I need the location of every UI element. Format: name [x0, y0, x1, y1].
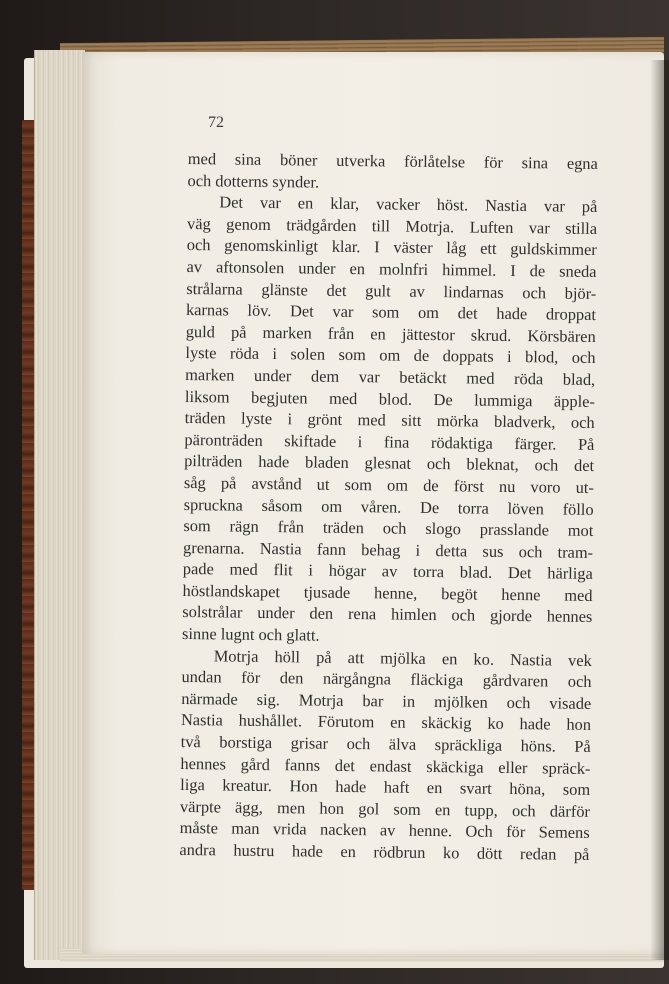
text-line: sinne lugnt och glatt.: [181, 624, 320, 645]
text-line: liga kreatur. Hon hade haft en svart höna, som: [180, 775, 591, 800]
body-text: [179, 148, 598, 866]
text-line: päronträden skiftade i fina rödaktiga färger. På: [184, 429, 595, 454]
text-line: guld på marken från en jättestor skrud. Körsbären: [185, 321, 596, 346]
page-edges: [34, 50, 85, 960]
page-shadow: [650, 60, 669, 960]
text-line: väg genom trädgården till Motrja. Luften var stilla: [186, 213, 598, 238]
text-line: grenarna. Nastia fann behag i detta sus och tram-: [183, 537, 594, 562]
text-line: Det var en klar, vacker höst. Nastia var på: [219, 192, 598, 217]
text-line: Motrja höll på att mjölka en ko. Nastia vek: [213, 646, 592, 670]
text-line: liksom begjuten med blod. De lummiga äpple-: [184, 386, 596, 411]
text-line: marken under dem var betäckt med röda blad,: [185, 364, 596, 389]
text-line: såg på avstånd ut som om de först nu voro ut-: [183, 472, 594, 497]
text-line: pade med flit i högar av torra blad. Det härliga: [182, 559, 593, 584]
text-line: två borstiga grisar och älva spräckliga höns. På: [180, 731, 591, 756]
text-line: som rägn från träden och slogo prasslande mot: [183, 516, 594, 541]
text-line: andra hustru hade en rödbrun ko dött redan på: [179, 839, 590, 864]
text-line: undan för den närgångna fläckiga gårdvaren och: [181, 667, 592, 692]
text-line: Nastia hushållet. Förutom en skäckig ko hade hon: [180, 710, 592, 735]
text-line: solstrålar under den rena himlen och gjorde hennes: [182, 602, 593, 627]
text-line: med sina böner utverka förlåtelse för sina egna: [187, 148, 598, 174]
text-line: närmade sig. Motrja bar in mjölken och visade: [181, 688, 592, 713]
text-line: strålarna glänste det gult av lindarnas och björ-: [186, 278, 597, 303]
text-line: hennes gård fanns det endast skäckiga eller spräck-: [180, 753, 591, 778]
page-number: 72: [208, 114, 224, 131]
text-line: karnas löv. Det var som om det hade droppat: [185, 300, 597, 325]
text-line: spruckna såsom om våren. De torra löven föllo: [183, 494, 594, 519]
text-line: lyste röda i solen som om de doppats i blod, och: [185, 343, 596, 368]
text-line: träden lyste i grönt med sitt mörka bladverk, och: [184, 408, 595, 433]
text-line: och dotterns synder.: [187, 170, 320, 192]
text-line: av aftonsolen under en molnfri himmel. I de sneda: [186, 256, 597, 281]
text-line: höstlandskapet tjusade henne, begöt henne med: [182, 580, 593, 605]
text-line: och genomskinligt klar. I väster låg ett guldskimmer: [186, 235, 597, 260]
text-line: pilträden hade bladen glesnat och bleknat, och det: [184, 451, 595, 476]
text-line: måste man vrida nacken av henne. Och för Semens: [179, 818, 590, 843]
text-line: värpte ägg, men hon gol som en tupp, och därför: [179, 796, 591, 821]
